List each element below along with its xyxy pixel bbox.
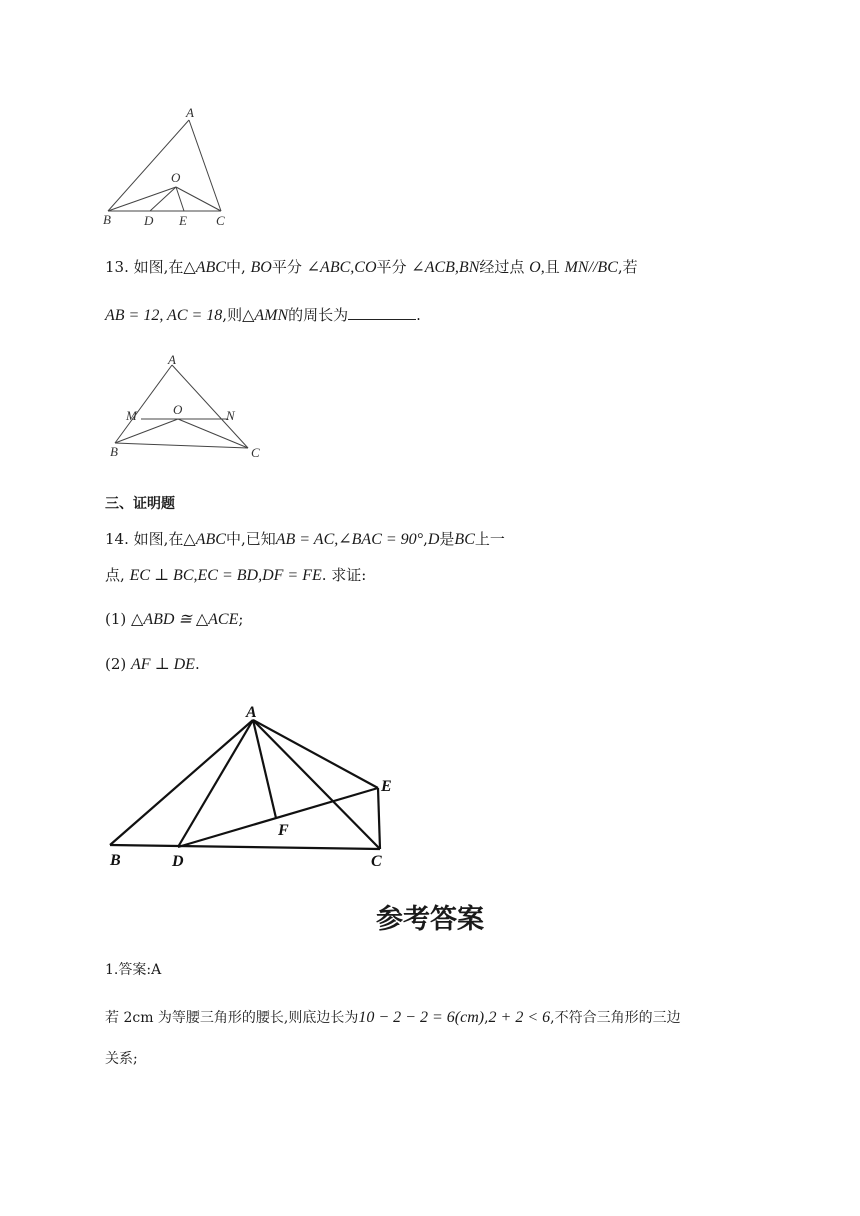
math: AF ⊥ DE [131, 656, 195, 673]
label-c: C [251, 445, 260, 460]
text: 上一 [474, 530, 505, 548]
q13-line2 [105, 304, 421, 325]
text: 如图,在 [133, 258, 184, 276]
text: 平分 [376, 258, 407, 276]
text: 是 [439, 530, 455, 548]
figure-triangle-proof [100, 698, 410, 873]
text: 中, [225, 258, 246, 276]
label-a: A [186, 105, 194, 120]
math: ∠ABC,CO [306, 259, 377, 276]
math: 2 + 2 < 6 [488, 1009, 551, 1026]
label-e: E [381, 778, 392, 795]
label-a: A [246, 704, 257, 721]
section-title: 三、证明题 [105, 496, 175, 512]
label-a: A [168, 352, 176, 367]
q14-line2 [105, 564, 366, 585]
text: , [423, 530, 428, 548]
math: △ABD ≅ △ACE [131, 611, 239, 628]
math: △ABC [183, 531, 226, 548]
label-o: O [173, 402, 183, 417]
text: . [194, 655, 200, 673]
part-label: (2) [105, 655, 127, 673]
text: ,则 [222, 306, 243, 324]
answer-blank [348, 305, 416, 320]
text: ,若 [617, 258, 638, 276]
text: ; [238, 610, 244, 628]
q14-part2 [105, 654, 200, 674]
label-b: B [103, 212, 111, 227]
text: . [416, 306, 421, 324]
text: , [484, 1010, 489, 1026]
q14-part1 [105, 609, 243, 629]
q13-line1 [105, 256, 638, 277]
figure-triangle-bdec [100, 100, 240, 230]
text: 若 2cm 为等腰三角形的腰长,则底边长为 [105, 1010, 359, 1026]
math: ∠ACB,BN [411, 259, 480, 276]
math: BC [454, 531, 475, 548]
text: . 求证: [321, 566, 367, 584]
label-c: C [371, 853, 382, 870]
label-m: M [126, 408, 137, 423]
text: 如图,在 [133, 530, 184, 548]
math: AB = 12, AC = 18 [105, 307, 223, 324]
label-c: C [216, 213, 225, 228]
label-d: D [172, 853, 184, 870]
q14-line1 [105, 528, 505, 549]
text: 点, [105, 566, 125, 584]
answer-1-line2: 关系; [105, 1051, 138, 1067]
label-b: B [110, 852, 121, 869]
math: EC ⊥ BC,EC = BD,DF = FE [129, 567, 322, 584]
text: ,不符合三角形的三边 [550, 1010, 681, 1026]
figure-triangle-mn [100, 350, 270, 465]
math: O, [529, 259, 545, 276]
math: 10 − 2 − 2 = 6(cm) [358, 1009, 485, 1026]
answer-1-label: 1.答案:A [105, 962, 162, 978]
text: 且 [544, 258, 560, 276]
label-d: D [144, 213, 154, 228]
math: △AMN [242, 307, 289, 324]
text: 中,已知 [225, 530, 276, 548]
math: BO [250, 259, 272, 276]
text: 经过点 [479, 258, 525, 276]
label-n: N [226, 408, 235, 423]
text: 平分 [271, 258, 302, 276]
answer-1-line1 [105, 1007, 681, 1027]
answers-title: 参考答案 [376, 904, 484, 935]
label-o: O [171, 170, 181, 185]
math: AB = AC,∠BAC = 90° [275, 531, 424, 548]
text: 的周长为 [288, 306, 349, 324]
label-e: E [179, 213, 187, 228]
label-f: F [278, 822, 289, 839]
label-b: B [110, 444, 118, 459]
math: △ABC [183, 259, 226, 276]
q13-number: 13. [105, 258, 129, 276]
part-label: (1) [105, 610, 127, 628]
math: D [427, 531, 440, 548]
math: MN//BC [564, 259, 618, 276]
q14-number: 14. [105, 530, 129, 548]
